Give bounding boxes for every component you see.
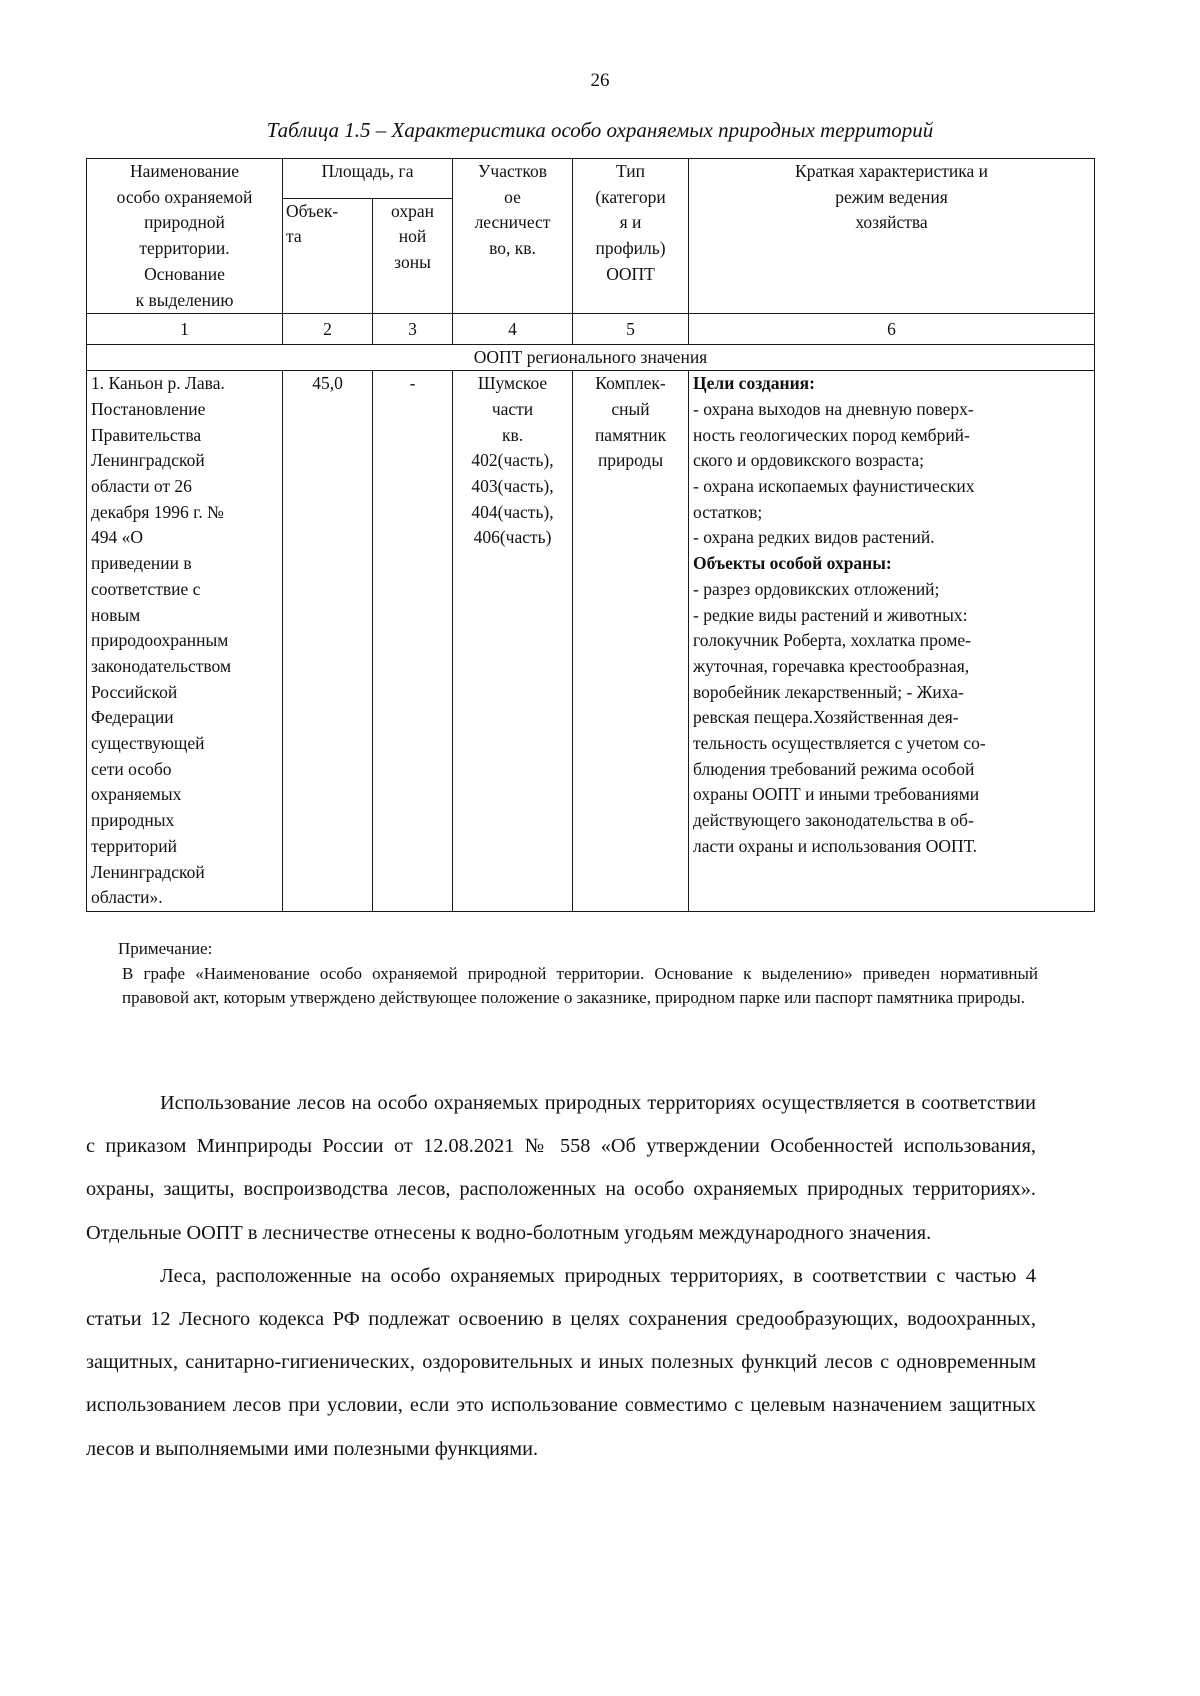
objects-title: Объекты особой охраны:: [693, 553, 892, 574]
goals-text: - охрана выходов на дневную поверх- ность геологических пород кембрий- ского и ордовикского возраста; - охрана ископаемых фаунистических остатков; - охрана редких видов растений.: [693, 398, 975, 548]
section-title: ООПТ регионального значения: [87, 345, 1095, 371]
cell-forestry: Шумское части кв. 402(часть), 403(часть), 404(часть), 406(часть): [453, 371, 573, 912]
header-area: Площадь, га: [283, 159, 453, 199]
cell-type: Комплек- сный памятник природы: [573, 371, 689, 912]
column-number: 4: [453, 314, 573, 345]
header-row-1: [87, 159, 1095, 199]
body-text: [86, 1082, 1036, 1471]
page-number: 26: [590, 70, 610, 91]
header-area-zone: охран ной зоны: [373, 198, 453, 314]
note-title: Примечание:: [118, 939, 213, 958]
header-name: Наименование особо охраняемой природной территории. Основание к выделению: [87, 159, 283, 314]
column-number: 1: [87, 314, 283, 345]
paragraph: Использование лесов на особо охраняемых природных территориях осуществляется в соответствии с приказом Минприроды России от 12.08.2021 № 558 «Об утверждении Особенностей использования, охраны, защиты, воспроизводства лесов, расположенных на особо охраняемых природных территориях». Отдельные ООПТ в лесничестве отнесены к водно-болотным угодьям международного значения.: [86, 1092, 1036, 1244]
table-caption: Таблица 1.5 – Характеристика особо охраняемых природных территорий: [266, 118, 934, 142]
header-description: Краткая характеристика и режим ведения хозяйства: [689, 159, 1095, 314]
cell-name: 1. Каньон р. Лава. Постановление Правительства Ленинградской области от 26 декабря 1996 г. № 494 «О приведении в соответствие с новым природоохранным законодательством Российской Федерации существующей сети особо охраняемых природных территорий Ленинградской области».: [87, 371, 283, 912]
paragraph: Леса, расположенные на особо охраняемых природных территориях, в соответствии с частью 4 статьи 12 Лесного кодекса РФ подлежат освоению в целях сохранения средообразующих, водоохранных, защитных, санитарно-гигиенических, оздоровительных и иных полезных функций лесов с одновременным использованием лесов при условии, если это использование совместимо с целевым назначением защитных лесов и выполняемыми ими полезными функциями.: [86, 1264, 1036, 1460]
column-number: 5: [573, 314, 689, 345]
header-area-object: Объек- та: [283, 198, 373, 314]
oopt-table: [86, 158, 1095, 912]
section-row: [87, 345, 1095, 371]
header-type: Тип (категори я и профиль) ООПТ: [573, 159, 689, 314]
cell-area-zone: -: [373, 371, 453, 912]
table-row: [87, 371, 1095, 912]
table-note: [118, 937, 1038, 1011]
header-forestry: Участков ое лесничест во, кв.: [453, 159, 573, 314]
column-number: 2: [283, 314, 373, 345]
column-number: 3: [373, 314, 453, 345]
objects-text: - разрез ордовикских отложений; - редкие виды растений и животных: голокучник Роберта, хохлатка проме- жуточная, горечавка крестообразная, воробейник лекарственный; - Жиха- ревская пещера.Хозяйственная дея- тельность осуществляется с учетом со- блюдения требований режима особой охраны ООПТ и иными требованиями действующего законодательства в об- ласти охраны и использования ООПТ.: [693, 578, 986, 856]
note-text: В графе «Наименование особо охраняемой природной территории. Основание к выделению» приведен нормативный правовой акт, которым утверждено действующее положение о заказнике, природном парке или паспорт памятника природы.: [122, 963, 1038, 1007]
cell-area-object: 45,0: [283, 371, 373, 912]
goals-title: Цели создания:: [693, 373, 815, 394]
column-numbers-row: [87, 314, 1095, 345]
column-number: 6: [689, 314, 1095, 345]
cell-description: [689, 371, 1095, 912]
